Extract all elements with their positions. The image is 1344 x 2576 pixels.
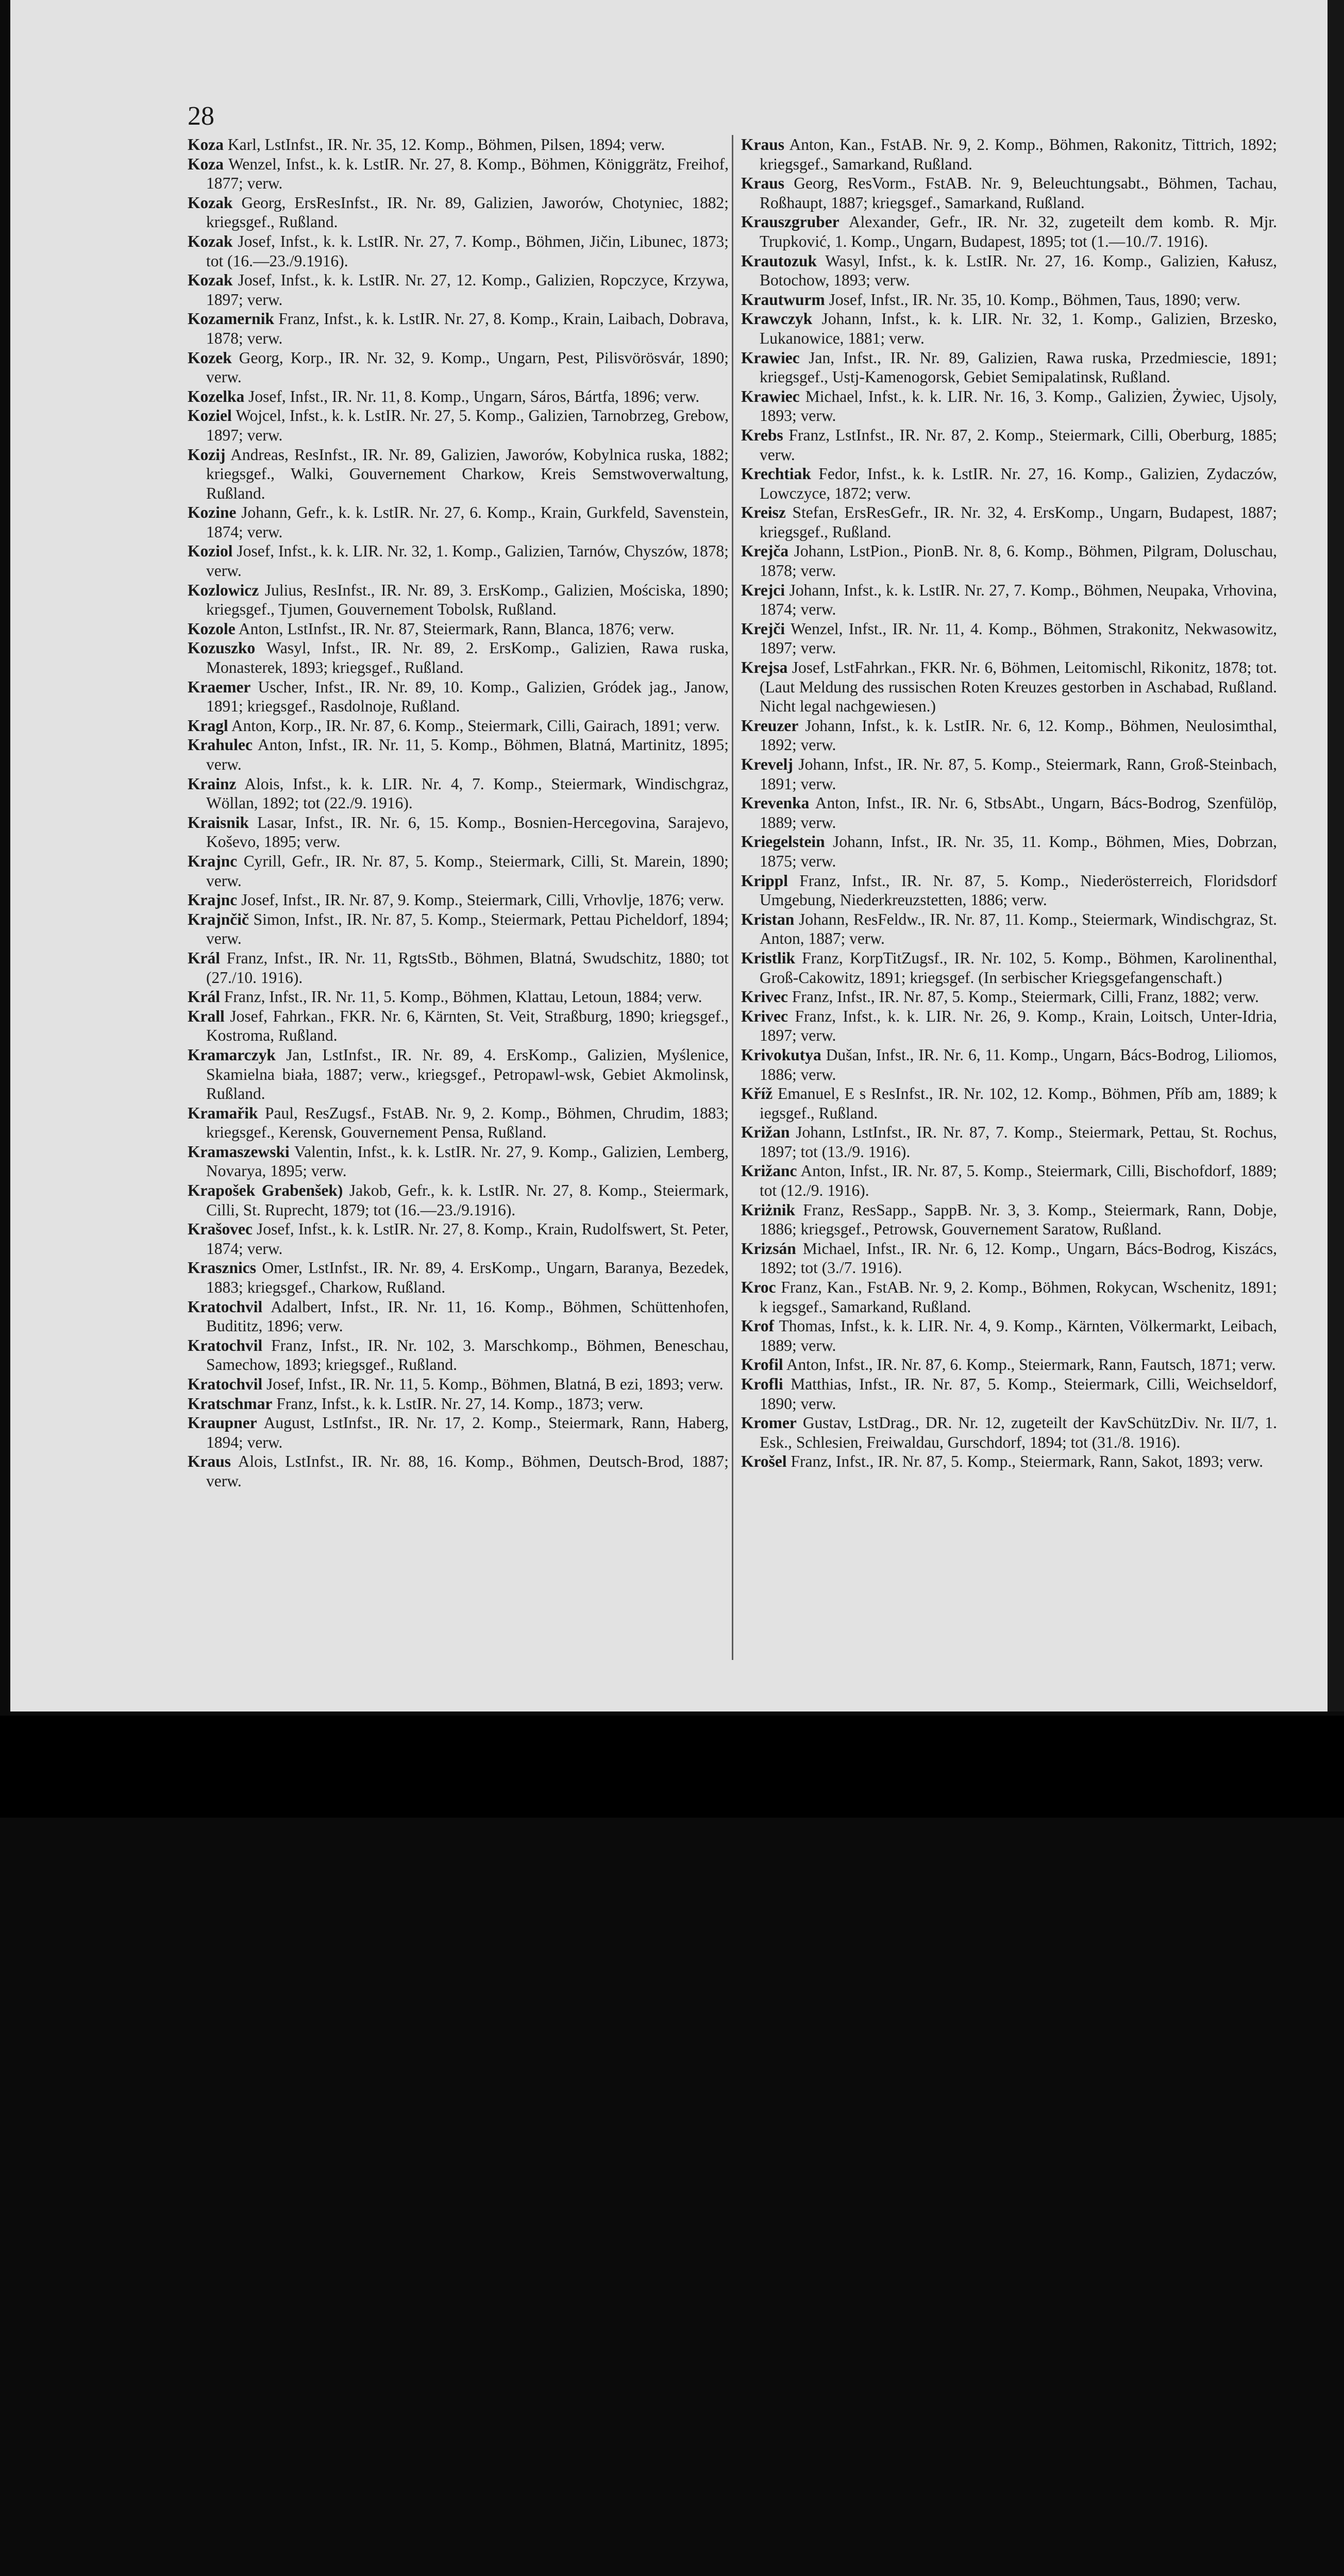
document-page <box>10 0 1328 1711</box>
entry-surname: Kozak <box>188 271 233 290</box>
entry-details: Julius, ResInfst., IR. Nr. 89, 3. ErsKomp., Galizien, Mościska, 1890; kriegsgef., Tjumen, Gouvernement Tobolsk, Rußland. <box>206 581 729 619</box>
entry-details: Dušan, Infst., IR. Nr. 6, 11. Komp., Ungarn, Bács-Bodrog, Liliomos, 1886; verw. <box>760 1045 1277 1083</box>
register-entry <box>188 541 729 580</box>
entry-surname: Krasznics <box>188 1259 256 1277</box>
register-entry <box>741 309 1277 348</box>
entry-details: Franz, Infst., IR. Nr. 11, RgtsStb., Böhmen, Blatná, Swudschitz, 1880; tot (27./10. 1916). <box>206 948 729 987</box>
entry-details: Wasyl, Infst., IR. Nr. 89, 2. ErsKomp., Galizien, Rawa ruska, Monasterek, 1893; kriegsgef., Rußland. <box>206 639 729 677</box>
entry-surname: Krainz <box>188 774 237 793</box>
register-entry <box>188 581 729 619</box>
entry-details: Josef, Infst., IR. Nr. 11, 5. Komp., Böhmen, Blatná, B ezi, 1893; verw. <box>266 1375 724 1393</box>
entry-details: Wenzel, Infst., k. k. LstIR. Nr. 27, 8. Komp., Böhmen, Königgrätz, Freihof, 1877; verw. <box>206 155 729 193</box>
register-entry <box>741 1007 1277 1045</box>
entry-details: Franz, KorpTitZugsf., IR. Nr. 102, 5. Komp., Böhmen, Karolinenthal, Groß-Cakowitz, 1891; kriegsgef. (In serbischer Kriegsgefangenschaft.) <box>760 948 1277 987</box>
entry-surname: Kristan <box>741 910 795 928</box>
register-entry <box>741 581 1277 619</box>
entry-surname: Kříž <box>741 1084 773 1103</box>
entry-surname: Krawiec <box>741 348 800 367</box>
register-entry <box>188 1413 729 1452</box>
register-entry <box>741 251 1277 290</box>
page-edge-shadow <box>1328 0 1344 1711</box>
entry-surname: Kristlik <box>741 948 796 967</box>
entry-details: Johann, Infst., IR. Nr. 35, 11. Komp., Böhmen, Mies, Dobrzan, 1875; verw. <box>760 833 1277 870</box>
register-entry <box>188 852 729 890</box>
entry-surname: Koziel <box>188 406 232 425</box>
entry-surname: Krawczyk <box>741 310 813 328</box>
register-entry <box>741 910 1277 948</box>
entry-details: Franz, Infst., IR. Nr. 102, 3. Marschkomp., Böhmen, Beneschau, Samechow, 1893; kriegsgef., Rußland. <box>206 1336 729 1374</box>
entry-surname: Kriżnik <box>741 1200 796 1219</box>
entry-details: Wojcel, Infst., k. k. LstIR. Nr. 27, 5. Komp., Galizien, Tarnobrzeg, Grebow, 1897; verw. <box>206 406 729 444</box>
entry-details: Georg, ResVorm., FstAB. Nr. 9, Beleuchtungsabt., Böhmen, Tachau, Roßhaupt, 1887; kriegsgef., Samarkand, Rußland. <box>760 174 1277 212</box>
entry-surname: Krauszgruber <box>741 213 839 231</box>
entry-surname: Krechtiak <box>741 465 811 483</box>
entry-details: Johann, LstInfst., IR. Nr. 87, 7. Komp., Steiermark, Pettau, St. Rochus, 1897; tot (13./9. 1916). <box>760 1123 1277 1161</box>
entry-surname: Krippl <box>741 871 788 890</box>
entry-surname: Krof <box>741 1317 775 1335</box>
register-entry <box>741 1123 1277 1161</box>
entry-surname: Krejča <box>741 542 789 561</box>
entry-details: Jan, Infst., IR. Nr. 89, Galizien, Rawa ruska, Przedmiescie, 1891; kriegsgef., Ustj-Kamenogorsk, Gebiet Semipalatinsk, Rußland. <box>760 348 1277 386</box>
register-entry <box>188 387 729 406</box>
register-entry <box>188 1181 729 1219</box>
register-entry <box>188 1297 729 1336</box>
register-entry <box>188 1007 729 1045</box>
entry-details: Josef, Infst., IR. Nr. 11, 8. Komp., Ungarn, Sáros, Bártfa, 1896; verw. <box>248 387 700 405</box>
left-column <box>188 135 729 1491</box>
entry-surname: Krapošek Grabenšek) <box>188 1181 343 1200</box>
entry-details: Josef, Infst., k. k. LstIR. Nr. 27, 12. Komp., Galizien, Ropczyce, Krzywa, 1897; verw. <box>206 271 729 309</box>
register-entry <box>741 948 1277 987</box>
entry-surname: Král <box>188 988 220 1006</box>
entry-surname: Kozek <box>188 348 232 367</box>
register-entry <box>188 193 729 232</box>
register-entry <box>741 1375 1277 1413</box>
entry-details: Stefan, ErsResGefr., IR. Nr. 32, 4. ErsKomp., Ungarn, Budapest, 1887; kriegsgef., Rußland. <box>760 503 1277 541</box>
register-entry <box>188 1142 729 1181</box>
entry-surname: Kozamernik <box>188 310 274 328</box>
entry-details: Josef, Fahrkan., FKR. Nr. 6, Kärnten, St. Veit, Straßburg, 1890; kriegsgef., Kostroma, Rußland. <box>206 1007 729 1045</box>
register-entry <box>741 135 1277 174</box>
entry-details: Franz, Infst., k. k. LstIR. Nr. 27, 14. Komp., 1873; verw. <box>276 1394 644 1413</box>
register-entry <box>741 716 1277 755</box>
entry-surname: Kromer <box>741 1414 797 1432</box>
entry-details: Johann, Infst., k. k. LIR. Nr. 32, 1. Komp., Galizien, Brzesko, Lukanowice, 1881; verw. <box>760 310 1277 347</box>
entry-details: Johann, Gefr., k. k. LstIR. Nr. 27, 6. Komp., Krain, Gurkfeld, Savenstein, 1874; verw. <box>206 503 729 541</box>
entry-details: Anton, Infst., IR. Nr. 87, 5. Komp., Steiermark, Cilli, Bischofdorf, 1889; tot (12./9. 1916). <box>760 1162 1277 1200</box>
entry-details: Alexander, Gefr., IR. Nr. 32, zugeteilt dem komb. R. Mjr. Trupković, 1. Komp., Ungarn, Budapest, 1895; tot (1.—10./7. 1916). <box>760 213 1277 250</box>
entry-details: Thomas, Infst., k. k. LIR. Nr. 4, 9. Komp., Kärnten, Völkermarkt, Leibach, 1889; verw. <box>760 1317 1277 1354</box>
entry-details: Anton, Kan., FstAB. Nr. 9, 2. Komp., Böhmen, Rakonitz, Tittrich, 1892; kriegsgef., Samarkand, Rußland. <box>760 135 1277 173</box>
register-entry <box>188 406 729 445</box>
entry-details: Anton, LstInfst., IR. Nr. 87, Steiermark, Rann, Blanca, 1876; verw. <box>238 619 675 638</box>
entry-surname: Kratochvil <box>188 1297 263 1316</box>
entry-surname: Kroc <box>741 1278 776 1297</box>
entry-surname: Kozlowicz <box>188 581 259 599</box>
register-entry <box>741 1084 1277 1123</box>
register-entry <box>188 232 729 270</box>
register-entry <box>188 135 729 155</box>
entry-surname: Krajnčič <box>188 910 249 928</box>
entry-surname: Krejci <box>741 581 785 599</box>
entry-details: Josef, Infst., IR. Nr. 87, 9. Komp., Steiermark, Cilli, Vrhovlje, 1876; verw. <box>241 891 724 909</box>
entry-surname: Kreuzer <box>741 716 799 735</box>
entry-details: Simon, Infst., IR. Nr. 87, 5. Komp., Steiermark, Pettau Picheldorf, 1894; verw. <box>206 910 729 948</box>
entry-details: Emanuel, E s ResInfst., IR. Nr. 102, 12. Komp., Böhmen, Příb am, 1889; k iegsgef., Rußland. <box>760 1084 1277 1122</box>
entry-details: Franz, Infst., k. k. LIR. Nr. 26, 9. Komp., Krain, Loitsch, Unter-Idria, 1897; verw. <box>760 1007 1277 1045</box>
register-entry <box>188 1452 729 1490</box>
entry-details: Anton, Infst., IR. Nr. 6, StbsAbt., Ungarn, Bács-Bodrog, Szenfülöp, 1889; verw. <box>760 794 1277 832</box>
entry-details: Alois, LstInfst., IR. Nr. 88, 16. Komp., Böhmen, Deutsch-Brod, 1887; verw. <box>206 1452 729 1490</box>
entry-details: Uscher, Infst., IR. Nr. 89, 10. Komp., Galizien, Gródek jag., Janow, 1891; kriegsgef., Rasdolnoje, Rußland. <box>206 677 729 716</box>
register-entry <box>188 890 729 910</box>
entry-details: Adalbert, Infst., IR. Nr. 11, 16. Komp., Böhmen, Schüttenhofen, Budititz, 1896; verw. <box>206 1297 729 1335</box>
register-entry <box>741 290 1277 310</box>
register-entry <box>741 1413 1277 1452</box>
entry-surname: Kraus <box>188 1452 231 1471</box>
register-entry <box>741 212 1277 251</box>
register-entry <box>188 155 729 193</box>
entry-surname: Krašovec <box>188 1220 253 1239</box>
entry-surname: Kratschmar <box>188 1394 273 1413</box>
entry-details: Franz, Infst., IR. Nr. 87, 5. Komp., Steiermark, Rann, Sakot, 1893; verw. <box>791 1452 1264 1471</box>
entry-details: Johann, Infst., k. k. LstIR. Nr. 6, 12. Komp., Böhmen, Neulosimthal, 1892; verw. <box>760 716 1277 754</box>
entry-details: Wenzel, Infst., IR. Nr. 11, 4. Komp., Böhmen, Strakonitz, Nekwasowitz, 1897; verw. <box>760 619 1277 657</box>
register-entry <box>188 735 729 774</box>
register-entry <box>188 987 729 1007</box>
entry-details: Jakob, Gefr., k. k. LstIR. Nr. 27, 8. Komp., Steiermark, Cilli, St. Ruprecht, 1879; tot (16.—23./9.1916). <box>206 1181 729 1219</box>
register-entry <box>741 871 1277 910</box>
entry-surname: Krebs <box>741 426 783 444</box>
register-entry <box>741 1278 1277 1316</box>
register-entry <box>188 503 729 541</box>
register-entry <box>188 1045 729 1104</box>
register-entry <box>741 1452 1277 1471</box>
register-entry <box>188 1219 729 1258</box>
entry-surname: Kratochvil <box>188 1336 263 1354</box>
entry-details: Franz, LstInfst., IR. Nr. 87, 2. Komp., Steiermark, Cilli, Oberburg, 1885; verw. <box>760 426 1277 464</box>
register-entry <box>188 1375 729 1394</box>
register-entry <box>741 174 1277 212</box>
entry-surname: Kragl <box>188 716 228 735</box>
entry-details: Alois, Infst., k. k. LIR. Nr. 4, 7. Komp., Steiermark, Windischgraz, Wöllan, 1892; tot (22./9. 1916). <box>206 774 729 812</box>
entry-details: Franz, Infst., k. k. LstIR. Nr. 27, 8. Komp., Krain, Laibach, Dobrava, 1878; verw. <box>206 310 729 347</box>
entry-details: Anton, Infst., IR. Nr. 87, 6. Komp., Steiermark, Rann, Fautsch, 1871; verw. <box>786 1355 1276 1374</box>
register-entry <box>741 832 1277 871</box>
entry-details: Georg, Korp., IR. Nr. 32, 9. Komp., Ungarn, Pest, Pilisvörösvár, 1890; verw. <box>206 348 729 386</box>
register-entry <box>188 270 729 309</box>
entry-surname: Kozelka <box>188 387 245 405</box>
register-entry <box>188 309 729 348</box>
entry-surname: Kratochvil <box>188 1375 263 1393</box>
entry-details: Karl, LstInfst., IR. Nr. 35, 12. Komp., Böhmen, Pilsen, 1894; verw. <box>227 135 665 154</box>
entry-surname: Kozine <box>188 503 237 522</box>
register-entry <box>741 1161 1277 1200</box>
entry-surname: Kramaszewski <box>188 1142 290 1161</box>
entry-details: Franz, Infst., IR. Nr. 87, 5. Komp., Steiermark, Cilli, Franz, 1882; verw. <box>792 988 1259 1006</box>
entry-surname: Krofil <box>741 1355 783 1374</box>
entry-surname: Kraupner <box>188 1414 257 1432</box>
register-entry <box>741 541 1277 580</box>
register-entry <box>741 619 1277 658</box>
register-entry <box>188 813 729 852</box>
register-entry <box>741 793 1277 832</box>
register-entry <box>741 503 1277 541</box>
register-entry <box>741 755 1277 793</box>
entry-surname: Kraus <box>741 135 785 154</box>
register-entry <box>741 426 1277 464</box>
entry-surname: Krizsán <box>741 1239 796 1258</box>
entry-surname: Krofli <box>741 1375 783 1393</box>
entry-surname: Krivokutya <box>741 1045 821 1064</box>
entry-details: Josef, Infst., k. k. LIR. Nr. 32, 1. Komp., Galizien, Tarnów, Chyszów, 1878; verw. <box>206 542 729 580</box>
register-entry <box>741 658 1277 716</box>
entry-surname: Kramarczyk <box>188 1045 276 1064</box>
entry-surname: Kozuszko <box>188 639 256 657</box>
register-entry <box>741 987 1277 1007</box>
entry-details: Michael, Infst., k. k. LIR. Nr. 16, 3. Komp., Galizien, Żywiec, Ujsoly, 1893; verw. <box>760 387 1277 425</box>
entry-details: Matthias, Infst., IR. Nr. 87, 5. Komp., Steiermark, Cilli, Weichseldorf, 1890; verw. <box>760 1375 1277 1413</box>
register-entry <box>188 445 729 503</box>
entry-details: Valentin, Infst., k. k. LstIR. Nr. 27, 9. Komp., Galizien, Lemberg, Novarya, 1895; verw. <box>206 1142 729 1180</box>
entry-surname: Krejči <box>741 619 785 638</box>
entry-surname: Krall <box>188 1007 225 1025</box>
entry-details: Georg, ErsResInfst., IR. Nr. 89, Galizien, Jaworów, Chotyniec, 1882; kriegsgef., Rußland. <box>206 193 729 231</box>
entry-details: Paul, ResZugsf., FstAB. Nr. 9, 2. Komp., Böhmen, Chrudim, 1883; kriegsgef., Kerensk, Gouvernement Pensa, Rußland. <box>206 1104 729 1142</box>
entry-details: Johann, Infst., k. k. LstIR. Nr. 27, 7. Komp., Böhmen, Neupaka, Vrhovina, 1874; verw. <box>760 581 1277 619</box>
entry-surname: Krejsa <box>741 658 788 677</box>
entry-surname: Kozole <box>188 619 236 638</box>
entry-surname: Krevelj <box>741 755 793 773</box>
entry-details: Franz, Kan., FstAB. Nr. 9, 2. Komp., Böhmen, Rokycan, Wschenitz, 1891; k iegsgef., Samarkand, Rußland. <box>760 1278 1277 1316</box>
register-entry <box>188 638 729 677</box>
entry-surname: Križanc <box>741 1162 797 1180</box>
entry-surname: Koza <box>188 135 224 154</box>
entry-surname: Kraisnik <box>188 813 249 832</box>
entry-surname: Krivec <box>741 1007 788 1025</box>
entry-details: Johann, Infst., IR. Nr. 87, 5. Komp., Steiermark, Rann, Groß-Steinbach, 1891; verw. <box>760 755 1277 793</box>
register-entry <box>188 1258 729 1297</box>
entry-details: Johann, LstPion., PionB. Nr. 8, 6. Komp., Böhmen, Pilgram, Doluschau, 1878; verw. <box>760 542 1277 580</box>
entry-surname: Král <box>188 948 220 967</box>
entry-surname: Križan <box>741 1123 790 1142</box>
entry-details: Gustav, LstDrag., DR. Nr. 12, zugeteilt der KavSchützDiv. Nr. II/7, 1. Esk., Schlesien, Freiwaldau, Gurschdorf, 1894; tot (31./8. 1916). <box>760 1414 1277 1451</box>
register-entry <box>741 1355 1277 1375</box>
entry-surname: Kreisz <box>741 503 786 522</box>
register-entry <box>741 1239 1277 1278</box>
entry-surname: Kozak <box>188 193 233 212</box>
entry-surname: Krošel <box>741 1452 787 1471</box>
entry-surname: Kraus <box>741 174 785 193</box>
register-entry <box>741 1316 1277 1355</box>
entry-details: August, LstInfst., IR. Nr. 17, 2. Komp., Steiermark, Rann, Haberg, 1894; verw. <box>206 1414 729 1451</box>
entry-details: Lasar, Infst., IR. Nr. 6, 15. Komp., Bosnien-Hercegovina, Sarajevo, Koševo, 1895; verw. <box>206 813 729 851</box>
entry-surname: Krawiec <box>741 387 800 405</box>
register-entry <box>188 677 729 716</box>
entry-details: Josef, Infst., k. k. LstIR. Nr. 27, 8. Komp., Krain, Rudolfswert, St. Peter, 1874; verw. <box>206 1220 729 1258</box>
entry-details: Franz, ResSapp., SappB. Nr. 3, 3. Komp., Steiermark, Rann, Dobje, 1886; kriegsgef., Petrowsk, Gouvernement Saratow, Rußland. <box>760 1200 1277 1239</box>
register-entry <box>188 716 729 736</box>
entry-surname: Kriegelstein <box>741 833 825 851</box>
register-entry <box>188 1104 729 1142</box>
entry-details: Wasyl, Infst., k. k. LstIR. Nr. 27, 16. Komp., Galizien, Kałusz, Botochow, 1893; verw. <box>760 251 1277 290</box>
entry-details: Johann, ResFeldw., IR. Nr. 87, 11. Komp., Steiermark, Windischgraz, St. Anton, 1887; verw. <box>760 910 1277 948</box>
entry-surname: Koziol <box>188 542 233 561</box>
register-entry <box>188 619 729 639</box>
entry-details: Jan, LstInfst., IR. Nr. 89, 4. ErsKomp., Galizien, Myślenice, Skamielna biała, 1887; verw., kriegsgef., Petropawl-wsk, Gebiet Akmolinsk, Rußland. <box>206 1045 729 1103</box>
entry-details: Fedor, Infst., k. k. LstIR. Nr. 27, 16. Komp., Galizien, Zydaczów, Lowczyce, 1872; verw. <box>760 465 1277 502</box>
viewer-footer <box>0 1716 1344 1818</box>
register-entry <box>741 348 1277 387</box>
entry-surname: Krajnc <box>188 852 238 870</box>
entry-details: Franz, Infst., IR. Nr. 11, 5. Komp., Böhmen, Klattau, Letoun, 1884; verw. <box>224 988 702 1006</box>
entry-surname: Krahulec <box>188 736 253 754</box>
entry-details: Andreas, ResInfst., IR. Nr. 89, Galizien, Jaworów, Kobylnica ruska, 1882; kriegsgef., Walki, Gouvernement Charkow, Kreis Semstwoverwaltung, Rußland. <box>206 445 729 502</box>
entry-surname: Kramařik <box>188 1104 258 1122</box>
entry-details: Anton, Infst., IR. Nr. 11, 5. Komp., Böhmen, Blatná, Martinitz, 1895; verw. <box>206 736 729 773</box>
entry-details: Omer, LstInfst., IR. Nr. 89, 4. ErsKomp., Ungarn, Baranya, Bezedek, 1883; kriegsgef., Charkow, Rußland. <box>206 1259 729 1297</box>
right-column <box>741 135 1277 1471</box>
page-number: 28 <box>188 101 214 131</box>
entry-details: Michael, Infst., IR. Nr. 6, 12. Komp., Ungarn, Bács-Bodrog, Kiszács, 1892; tot (3./7. 1916). <box>760 1239 1277 1277</box>
register-entry <box>188 948 729 987</box>
register-entry <box>188 910 729 948</box>
entry-surname: Krautozuk <box>741 251 817 270</box>
entry-details: Josef, Infst., k. k. LstIR. Nr. 27, 7. Komp., Böhmen, Jičin, Libunec, 1873; tot (16.—23./9.1916). <box>206 232 729 270</box>
entry-details: Cyrill, Gefr., IR. Nr. 87, 5. Komp., Steiermark, Cilli, St. Marein, 1890; verw. <box>206 852 729 890</box>
register-entry <box>741 464 1277 503</box>
register-entry <box>741 387 1277 426</box>
entry-surname: Krivec <box>741 988 788 1006</box>
register-entry <box>188 348 729 387</box>
register-entry <box>188 1336 729 1375</box>
entry-surname: Koza <box>188 155 224 173</box>
entry-details: Franz, Infst., IR. Nr. 87, 5. Komp., Niederösterreich, Floridsdorf Umgebung, Niederkreuzstetten, 1886; verw. <box>760 871 1277 909</box>
entry-details: Josef, LstFahrkan., FKR. Nr. 6, Böhmen, Leitomischl, Rikonitz, 1878; tot. (Laut Meldung des russischen Roten Kreuzes gestorben in Aschabad, Rußland. Nicht legal nachgewiesen.) <box>760 658 1277 716</box>
entry-surname: Krautwurm <box>741 290 825 309</box>
register-entry <box>741 1200 1277 1239</box>
entry-surname: Krajnc <box>188 891 238 909</box>
entry-surname: Kraemer <box>188 677 251 696</box>
entry-details: Anton, Korp., IR. Nr. 87, 6. Komp., Steiermark, Cilli, Gairach, 1891; verw. <box>231 716 720 735</box>
entry-details: Josef, Infst., IR. Nr. 35, 10. Komp., Böhmen, Taus, 1890; verw. <box>829 290 1240 309</box>
register-entry <box>188 1394 729 1414</box>
entry-surname: Kozij <box>188 445 226 464</box>
entry-surname: Krevenka <box>741 794 810 812</box>
column-divider <box>732 135 733 1660</box>
register-entry <box>741 1045 1277 1084</box>
entry-surname: Kozak <box>188 232 233 250</box>
register-entry <box>188 774 729 813</box>
